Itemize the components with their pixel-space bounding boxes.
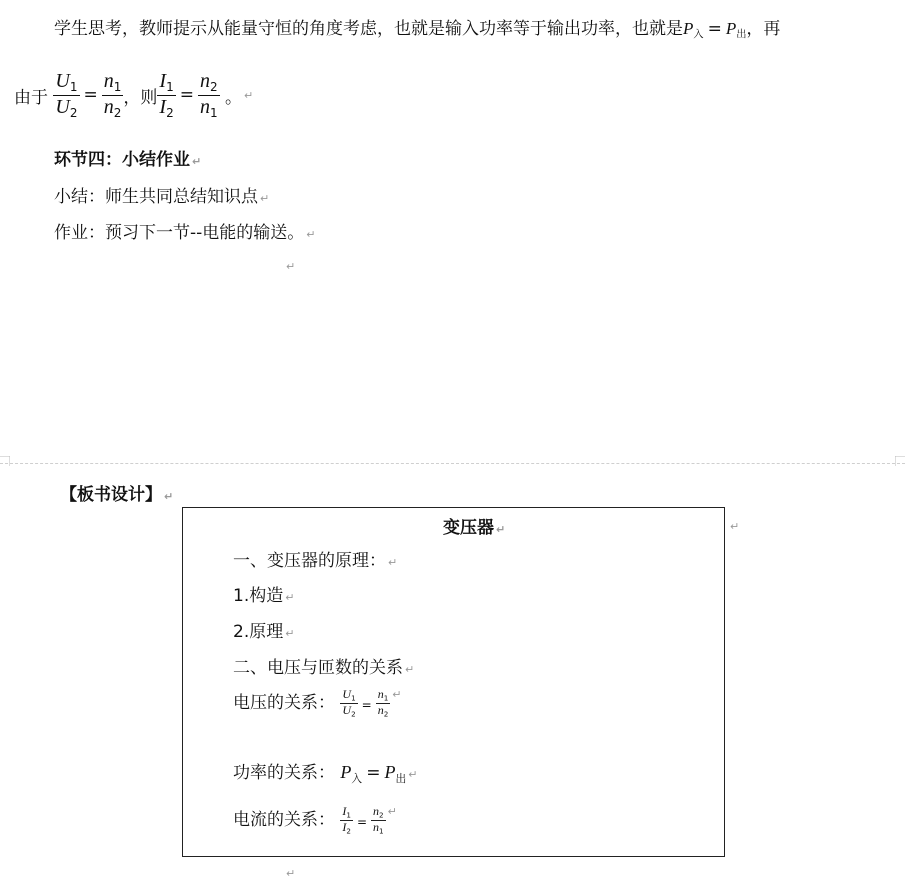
paragraph-mark-icon: ↵ — [730, 520, 740, 533]
theory-item-text: 2.原理 — [233, 622, 284, 642]
board-title — [443, 513, 505, 538]
structure-item-text: 1.构造 — [233, 586, 284, 606]
section-heading-text: 环节四：小结作业 — [54, 150, 190, 170]
paragraph-tail: ，再 — [746, 19, 781, 39]
turns-ratio-fraction: $\frac{n_1}{n_2}$ — [377, 687, 389, 719]
current-relation — [233, 805, 397, 836]
equals-sign: = — [179, 85, 194, 106]
board-title-text: 变压器 — [443, 518, 494, 538]
paragraph-mark-icon: ↵ — [286, 867, 296, 880]
period: 。 — [225, 87, 242, 108]
paragraph-mark-icon: ↵ — [244, 88, 254, 102]
page-break-separator — [0, 463, 905, 464]
power-in-symbol: $P_入$ — [683, 19, 704, 41]
current-ratio-fraction: $\frac{I_1}{I_2}$ — [159, 70, 174, 121]
section-heading — [54, 145, 201, 170]
table-end-mark — [728, 515, 739, 535]
page-corner-left-icon — [0, 456, 10, 466]
voltage-relation — [233, 688, 402, 719]
equals-sign: = — [361, 698, 372, 712]
power-in-symbol: $P_入$ — [340, 762, 363, 785]
power-out-symbol: $P_出$ — [384, 762, 407, 785]
connector-text: ，则 — [123, 87, 158, 108]
paragraph-mark-icon: ↵ — [392, 688, 402, 701]
paragraph-mark-icon: ↵ — [286, 260, 296, 273]
equals-sign: = — [366, 763, 381, 783]
homework-text: 作业：预习下一节--电能的输送。 — [54, 223, 305, 243]
equals-sign: = — [83, 85, 98, 106]
board-design-heading — [60, 480, 173, 505]
empty-paragraph — [284, 255, 295, 275]
voltage-ratio-fraction: $\frac{U_1}{U_2}$ — [342, 687, 356, 719]
board-design-heading-text: 【板书设计】 — [60, 485, 162, 505]
paragraph-ratio-formulas — [14, 70, 253, 121]
power-relation — [233, 758, 417, 786]
equals-sign: = — [356, 815, 368, 829]
paragraph-mark-icon: ↵ — [285, 591, 295, 604]
paragraph-mark-icon: ↵ — [408, 768, 418, 781]
paragraph-mark-icon: ↵ — [260, 192, 270, 205]
principle-item — [233, 546, 397, 571]
power-out-symbol: $P_出$ — [725, 19, 747, 41]
homework-line — [54, 218, 316, 243]
paragraph-mark-icon: ↵ — [306, 228, 316, 241]
paragraph-mark-icon: ↵ — [387, 805, 397, 818]
power-relation-label: 功率的关系： — [233, 763, 335, 783]
inverse-turns-ratio-fraction: $\frac{n_2}{n_1}$ — [199, 70, 218, 121]
paragraph-mark-icon: ↵ — [405, 663, 415, 676]
equals-sign: = — [707, 19, 722, 39]
empty-paragraph — [284, 862, 295, 882]
prefix-text: 由于 — [14, 87, 48, 108]
voltage-ratio-fraction: $\frac{U_1}{U_2}$ — [55, 70, 78, 121]
paragraph-mark-icon: ↵ — [192, 155, 202, 168]
inverse-turns-ratio-fraction: $\frac{n_2}{n_1}$ — [373, 804, 384, 836]
paragraph-mark-icon: ↵ — [164, 490, 174, 503]
summary-line — [54, 182, 269, 207]
summary-text: 小结：师生共同总结知识点 — [54, 187, 258, 207]
board-design-table — [182, 507, 725, 857]
current-ratio-fraction: $\frac{I_1}{I_2}$ — [342, 804, 351, 836]
current-relation-label: 电流的关系： — [233, 810, 335, 830]
page-corner-right-icon — [895, 456, 905, 466]
paragraph-text: 学生思考，教师提示从能量守恒的角度考虑，也就是输入功率等于输出功率，也就是 — [54, 19, 683, 39]
paragraph-mark-icon: ↵ — [496, 523, 506, 536]
paragraph-mark-icon: ↵ — [388, 556, 398, 569]
paragraph-student-thinking — [54, 14, 780, 41]
paragraph-mark-icon: ↵ — [285, 627, 295, 640]
voltage-turns-item-text: 二、电压与匝数的关系 — [233, 658, 403, 678]
principle-item-text: 一、变压器的原理： — [233, 551, 386, 571]
structure-item — [233, 581, 294, 606]
voltage-relation-label: 电压的关系： — [233, 693, 335, 713]
theory-item — [233, 617, 294, 642]
voltage-turns-item — [233, 653, 414, 678]
turns-ratio-fraction: $\frac{n_1}{n_2}$ — [103, 70, 122, 121]
